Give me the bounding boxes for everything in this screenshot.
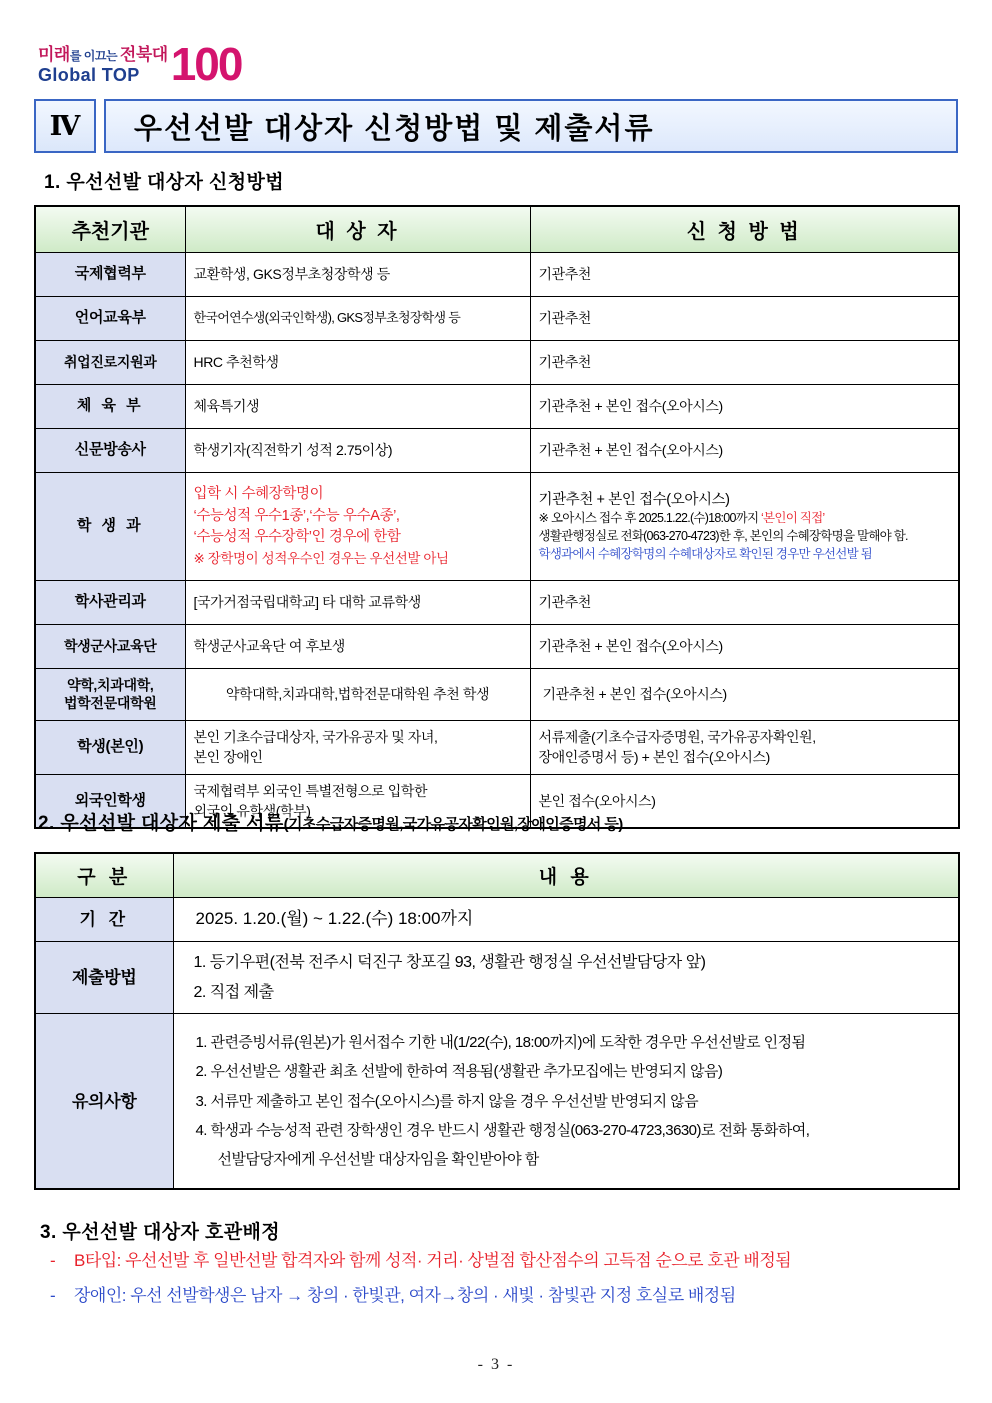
logo-tagline (38, 46, 168, 63)
caution-line-cont: 선발담당자에게 우선선발 대상자임을 확인받아야 함 (217, 1151, 539, 1169)
period-value: 2025. 1.20.(월) ~ 1.22.(수) 18:00까지 (173, 898, 959, 942)
row-method (530, 341, 959, 385)
bullet-item-disabled (50, 1287, 950, 1306)
row-target-line: 교환학생, GKS정부초청장학생 등 (193, 266, 390, 283)
row-target-line: 외국인 유학생(학부) (193, 802, 311, 819)
university-logo (38, 36, 242, 91)
col-header-content: 내 용 (173, 853, 959, 898)
logo-tagline-univ: 전북대 (119, 45, 168, 64)
row-org (35, 669, 185, 721)
table-header-row (35, 853, 959, 898)
table-row-student-affairs (35, 473, 959, 581)
table-row-cautions (35, 1014, 959, 1190)
caution-line: 2. 우선선발은 생활관 최초 선발에 한하여 적용됨(생활관 추가모집에는 반영되지 않음) (195, 1063, 723, 1081)
col-header-target: 대 상 자 (185, 206, 530, 253)
method-note-emphasis: ‘본인이 직접’ (761, 511, 825, 526)
logo-tagline-mid: 를 이끄는 (69, 49, 120, 63)
section3-heading: 3. 우선선발 대상자 호관배정 (40, 1222, 280, 1243)
method-label: 제출방법 (35, 942, 173, 1014)
col-header-method: 신 청 방 법 (530, 206, 959, 253)
row-target (185, 297, 530, 341)
row-method-line: 기관추천 + 본인 접수(오아시스) (538, 442, 723, 459)
red-note-line: ‘수능성적 우수1종’,‘수능 우수A종’, (193, 507, 400, 524)
row-target-line: HRC 추천학생 (193, 354, 279, 371)
table-header-row (35, 206, 959, 253)
row-target-line: 본인 기초수급대상자, 국가유공자 및 자녀, (193, 729, 438, 745)
table-row (35, 429, 959, 473)
col-header-org: 추천기관 (35, 206, 185, 253)
row-target (185, 341, 530, 385)
logo-hundred: 100 (170, 38, 242, 91)
table-row (35, 625, 959, 669)
row-target-line: 국제협력부 외국인 특별전형으로 입학한 (193, 782, 428, 799)
application-method-table (34, 205, 960, 829)
table-row (35, 581, 959, 625)
row-org: 학 생 과 (35, 473, 185, 581)
row-method-line: 기관추천 + 본인 접수(오아시스) (542, 686, 727, 703)
method-note-line2 (539, 510, 951, 528)
method-line: 2. 직접 제출 (193, 983, 274, 1001)
table-row-method (35, 942, 959, 1014)
method-note-line2-pre: ※ 오아시스 접수 후 2025.1.22.(수)18:00까지 (538, 511, 762, 526)
caution-line: 1. 관련증빙서류(원본)가 원서접수 기한 내(1/22(수), 18:00까지)에 도착한 경우만 우선선발로 인정됨 (195, 1034, 806, 1052)
row-method (530, 581, 959, 625)
row-method-note-block (530, 473, 959, 581)
section1-heading: 1. 우선선발 대상자 신청방법 (44, 172, 284, 193)
table-row (35, 297, 959, 341)
page-title: 우선선발 대상자 신청방법 및 제출서류 (104, 99, 958, 153)
row-method-line: 기관추천 (538, 310, 591, 327)
row-method-line: 기관추천 (538, 354, 591, 371)
section2-heading-main: 2. 우선선발 대상자 제출 서류 (38, 813, 284, 834)
row-method-line: 기관추천 + 본인 접수(오아시스) (538, 638, 723, 655)
row-org: 취업진로지원과 (35, 341, 185, 385)
row-target-red-block (185, 473, 530, 581)
col-header-category: 구 분 (35, 853, 173, 898)
table-row (35, 253, 959, 297)
row-method-line: 기관추천 (538, 266, 591, 283)
row-target-line: 학생군사교육단 여 후보생 (193, 638, 345, 655)
bullet-dash: - (50, 1251, 56, 1270)
row-method (530, 385, 959, 429)
logo-tagline-accent: 미래 (38, 45, 70, 64)
table-row-period (35, 898, 959, 942)
section2-heading-sub: (기초수급자증명원,국가유공자확인원,장애인증명서 등) (283, 816, 623, 833)
row-method-line: 장애인증명서 등) + 본인 접수(오아시스) (538, 749, 770, 766)
row-org: 체 육 부 (35, 385, 185, 429)
caution-line: 4. 학생과 수능성적 관련 장학생인 경우 반드시 생활관 행정실(063-270-4723,3630)로 전화 통화하여, (195, 1121, 810, 1139)
caution-value (173, 1014, 959, 1190)
row-target-line: [국가거점국립대학교] 타 대학 교류학생 (193, 594, 421, 611)
row-org: 언어교육부 (35, 297, 185, 341)
row-target (185, 385, 530, 429)
row-org-line: 법학전문대학원 (63, 694, 157, 711)
method-main-line: 기관추천 + 본인 접수(오아시스) (538, 491, 730, 508)
row-target-line: 체육특기생 (193, 398, 260, 415)
red-note-line: ‘수능성적 우수장학’인 경우에 한함 (193, 529, 401, 546)
chapter-title-bar (34, 99, 958, 153)
page-number: - 3 - (477, 1356, 515, 1373)
row-org: 신문방송사 (35, 429, 185, 473)
row-method-line: 본인 접수(오아시스) (538, 792, 656, 809)
method-value (173, 942, 959, 1014)
row-method (530, 721, 959, 775)
red-note-warning: ※ 장학명이 성적우수인 경우는 우선선발 아님 (193, 551, 449, 566)
row-method (530, 625, 959, 669)
row-org: 외국인학생 (35, 774, 185, 828)
row-target-line: 학생기자(직전학기 성적 2.75이상) (193, 442, 393, 459)
row-org: 학사관리과 (35, 581, 185, 625)
row-target (185, 721, 530, 775)
logo-text (38, 46, 168, 84)
row-org: 국제협력부 (35, 253, 185, 297)
red-note-line: 입학 시 수혜장학명이 (193, 485, 324, 502)
section3-bullet-list (50, 1252, 950, 1321)
bullet-text: B타입: 우선선발 후 일반선발 합격자와 함께 성적· 거리· 상벌점 합산점수의 고득점 순으로 호관 배정됨 (74, 1251, 792, 1270)
row-target (185, 429, 530, 473)
bullet-dash: - (50, 1285, 56, 1305)
caution-label: 유의사항 (35, 1014, 173, 1190)
row-method (530, 297, 959, 341)
bullet-text: 장애인: 우선 선발학생은 남자 → 창의 · 한빛관, 여자→창의 · 새빛 · 참빛관 지정 호실로 배정됨 (74, 1285, 736, 1305)
row-target (185, 669, 530, 721)
table-row (35, 385, 959, 429)
bullet-item-btype (50, 1252, 950, 1271)
chapter-number: Ⅳ (34, 99, 96, 153)
row-target-line: 본인 장애인 (193, 749, 263, 766)
row-target (185, 253, 530, 297)
row-target-line: 약학대학,치과대학,법학전문대학원 추천 학생 (225, 686, 490, 703)
table-row (35, 721, 959, 775)
method-note-line3: 생활관행정실로 전화(063-270-4723)한 후, 본인의 수혜장학명을 말해야 함. (538, 528, 908, 543)
period-label: 기 간 (35, 898, 173, 942)
row-target (185, 625, 530, 669)
row-method (530, 669, 959, 721)
row-method-line: 서류제출(기초수급자증명원, 국가유공자확인원, (538, 729, 816, 745)
logo-global-top: Global TOP (38, 65, 140, 85)
row-org: 학생군사교육단 (35, 625, 185, 669)
submission-documents-table (34, 852, 960, 1190)
row-method (530, 429, 959, 473)
row-method-line: 기관추천 + 본인 접수(오아시스) (538, 398, 723, 415)
table-row (35, 669, 959, 721)
caution-line: 3. 서류만 제출하고 본인 접수(오아시스)를 하지 않을 경우 우선선발 반영되지 않음 (195, 1092, 699, 1110)
row-target (185, 581, 530, 625)
row-org-line: 약학,치과대학, (66, 677, 154, 693)
section2-heading (38, 808, 623, 835)
row-method (530, 253, 959, 297)
row-target-line: 한국어연수생(외국인학생), GKS정부초청장학생 등 (193, 310, 461, 326)
method-note-line4: 학생과에서 수혜장학명의 수혜대상자로 확인된 경우만 우선선발 됨 (538, 546, 872, 561)
method-line: 1. 등기우편(전북 전주시 덕진구 창포길 93, 생활관 행정실 우선선발담당자 앞) (193, 954, 706, 971)
row-org: 학생(본인) (35, 721, 185, 775)
row-method-line: 기관추천 (538, 594, 591, 611)
table-row (35, 341, 959, 385)
